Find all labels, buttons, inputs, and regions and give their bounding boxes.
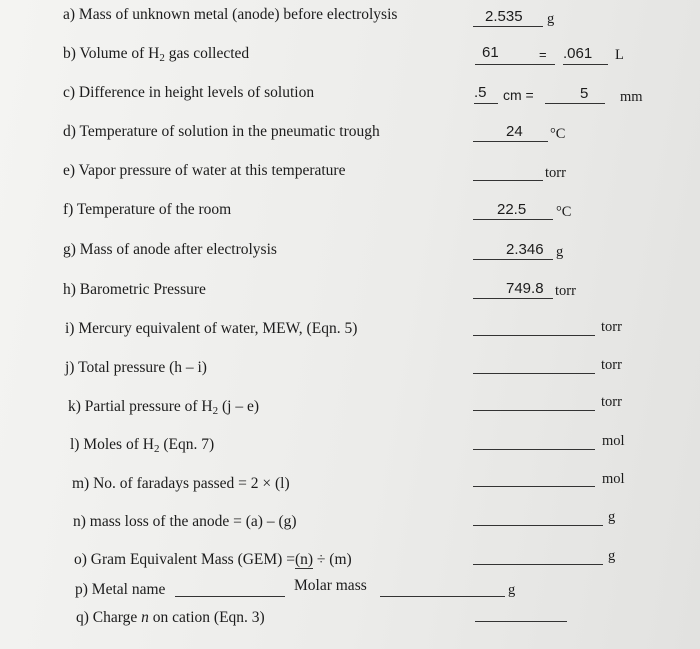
row-p-unit: g (508, 582, 516, 598)
row-g-line[interactable] (473, 259, 553, 260)
row-n-unit: g (608, 509, 616, 525)
row-e-label: e) Vapor pressure of water at this temperature (63, 162, 346, 179)
row-g-unit: g (556, 244, 564, 260)
row-g-label: g) Mass of anode after electrolysis (63, 241, 277, 258)
row-b-equals: = (539, 47, 547, 62)
row-h-line[interactable] (473, 298, 553, 299)
row-a-unit: g (547, 11, 555, 27)
row-l-line[interactable] (473, 449, 595, 450)
row-d-line[interactable] (473, 141, 548, 142)
row-n-line[interactable] (473, 525, 603, 526)
row-m-unit: mol (602, 471, 625, 487)
row-d-label: d) Temperature of solution in the pneumatic trough (63, 123, 380, 140)
row-b-value2[interactable]: .061 (563, 45, 593, 62)
molar-mass-line[interactable] (380, 596, 505, 597)
row-c-unit: mm (620, 89, 643, 105)
row-h-label: h) Barometric Pressure (63, 281, 206, 298)
row-a-label: a) Mass of unknown metal (anode) before electrolysis (63, 6, 398, 23)
row-a-value[interactable]: 2.535 (485, 8, 523, 25)
row-b-unit: L (615, 47, 624, 63)
row-e-unit: torr (545, 165, 566, 181)
row-c-label: c) Difference in height levels of solution (63, 84, 315, 101)
row-j-unit: torr (601, 357, 622, 373)
row-g-value[interactable]: 2.346 (506, 241, 544, 258)
row-l-unit: mol (602, 433, 625, 449)
row-j-label: j) Total pressure (h – i) (65, 359, 207, 376)
row-m-label: m) No. of faradays passed = 2 × (l) (72, 475, 290, 492)
row-f-label: f) Temperature of the room (63, 201, 232, 218)
row-a-line[interactable] (473, 26, 543, 27)
row-k-line[interactable] (473, 410, 595, 411)
row-c-line2[interactable] (545, 103, 605, 104)
row-f-value[interactable]: 22.5 (497, 201, 527, 218)
row-n-label: n) mass loss of the anode = (a) – (g) (73, 513, 297, 530)
row-d-value[interactable]: 24 (506, 123, 523, 140)
row-b-line2[interactable] (563, 64, 608, 65)
row-h-unit: torr (555, 283, 576, 299)
row-b-line[interactable] (475, 64, 555, 65)
row-b-value[interactable]: 61 (482, 44, 499, 61)
metal-name-line[interactable] (175, 596, 285, 597)
row-c-value2[interactable]: 5 (580, 85, 589, 102)
row-e-line[interactable] (473, 180, 543, 181)
row-b-label: b) Volume of $H_2$ gas collected (63, 45, 250, 64)
row-k-label: k) Partial pressure of $H_2$ (j – e) (68, 398, 260, 417)
row-q-line[interactable] (475, 621, 567, 622)
row-c-value[interactable]: .5 (474, 84, 487, 101)
row-o-unit: g (608, 548, 616, 564)
row-c-mid: cm = (503, 87, 534, 103)
row-i-unit: torr (601, 319, 622, 335)
row-c-line[interactable] (474, 103, 498, 104)
row-f-unit: °C (556, 204, 572, 220)
row-d-unit: °C (550, 126, 566, 142)
row-m-line[interactable] (473, 486, 595, 487)
row-h-value[interactable]: 749.8 (506, 280, 544, 297)
row-f-line[interactable] (473, 219, 553, 220)
row-o-label: o) Gram Equivalent Mass (GEM) =(n) ÷ (m) (74, 551, 352, 568)
molar-mass-label: Molar mass (294, 577, 367, 594)
row-i-line[interactable] (473, 335, 595, 336)
row-i-label: i) Mercury equivalent of water, MEW, (Eqn. 5) (65, 320, 358, 337)
row-q-label: q) Charge n on cation (Eqn. 3) (76, 609, 265, 626)
row-j-line[interactable] (473, 373, 595, 374)
row-o-line[interactable] (473, 564, 603, 565)
row-p-label: p) Metal name (75, 581, 166, 598)
row-l-label: l) Moles of $H_2$ (Eqn. 7) (70, 436, 215, 455)
row-k-unit: torr (601, 394, 622, 410)
